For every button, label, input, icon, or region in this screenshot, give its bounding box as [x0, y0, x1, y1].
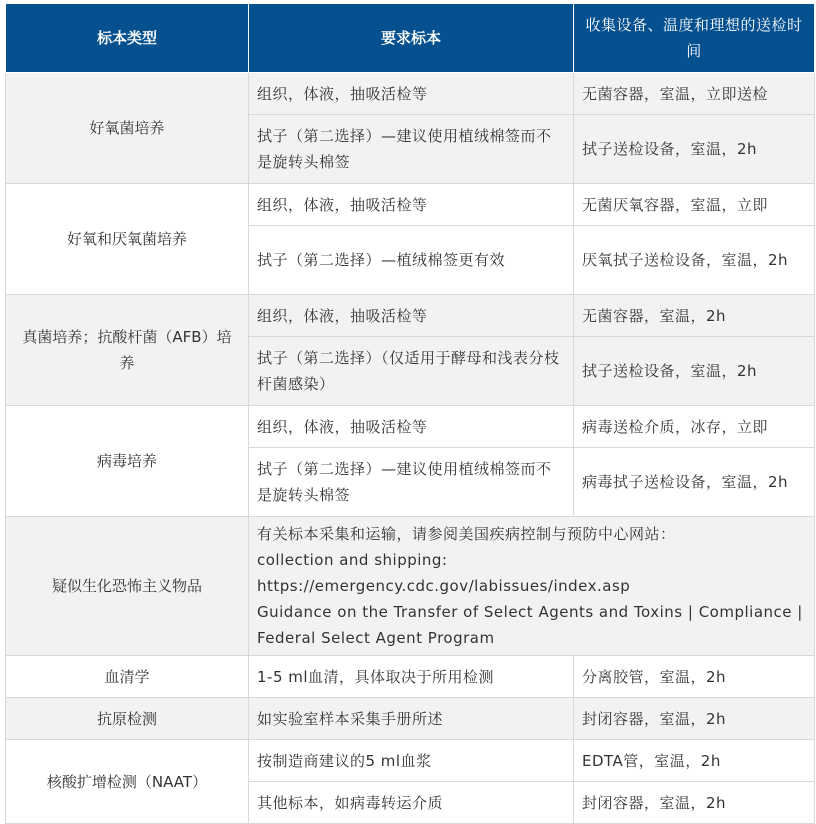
collection-conditions-cell: 无菌厌氧容器，室温，立即: [574, 184, 815, 226]
specimen-type-cell: 疑似生化恐怖主义物品: [6, 517, 249, 656]
collection-conditions-cell: 无菌容器，室温，2h: [574, 295, 815, 337]
collection-conditions-cell: 病毒拭子送检设备，室温，2h: [574, 448, 815, 517]
required-specimen-cell: 按制造商建议的5 ml血浆: [249, 740, 574, 782]
collection-conditions-cell: EDTA管，室温，2h: [574, 740, 815, 782]
collection-conditions-cell: 拭子送检设备，室温，2h: [574, 337, 815, 406]
table-row: [6, 656, 815, 698]
table-row: [6, 698, 815, 740]
bioterror-collection-link: collection and shipping: https://emergency.cdc.gov/labissues/index.asp: [257, 551, 631, 595]
table-row: [6, 740, 815, 782]
required-specimen-cell: 组织，体液，抽吸活检等: [249, 295, 574, 337]
specimen-type-cell: 病毒培养: [6, 406, 249, 517]
required-specimen-cell: 组织，体液，抽吸活检等: [249, 184, 574, 226]
table-row: [6, 73, 815, 115]
specimen-type-cell: 抗原检测: [6, 698, 249, 740]
header-required-specimen: 要求标本: [249, 4, 574, 73]
specimen-type-cell: 真菌培养；抗酸杆菌（AFB）培养: [6, 295, 249, 406]
specimen-type-cell: 好氧菌培养: [6, 73, 249, 184]
bioterror-intro-text: 有关标本采集和运输，请参阅美国疾病控制与预防中心网站：: [257, 525, 676, 543]
required-specimen-cell: 拭子（第二选择）—建议使用植绒棉签而不是旋转头棉签: [249, 448, 574, 517]
table-row: [6, 406, 815, 448]
required-specimen-cell: 其他标本，如病毒转运介质: [249, 782, 574, 824]
table-row: [6, 295, 815, 337]
table-row: [6, 517, 815, 656]
specimen-type-cell: 血清学: [6, 656, 249, 698]
header-collection-conditions: 收集设备、温度和理想的送检时间: [574, 4, 815, 73]
required-specimen-cell: 拭子（第二选择）（仅适用于酵母和浅表分枝杆菌感染）: [249, 337, 574, 406]
collection-conditions-cell: 病毒送检介质，冰存，立即: [574, 406, 815, 448]
collection-conditions-cell: 拭子送检设备，室温，2h: [574, 115, 815, 184]
required-specimen-cell: 组织，体液，抽吸活检等: [249, 73, 574, 115]
collection-conditions-cell: 无菌容器，室温，立即送检: [574, 73, 815, 115]
required-specimen-cell: 1-5 ml血清，具体取决于所用检测: [249, 656, 574, 698]
table-row: [6, 184, 815, 226]
required-specimen-cell: 拭子（第二选择）—植绒棉签更有效: [249, 226, 574, 295]
specimen-type-cell: 好氧和厌氧菌培养: [6, 184, 249, 295]
collection-conditions-cell: 封闭容器，室温，2h: [574, 698, 815, 740]
specimen-table: [5, 3, 815, 824]
header-specimen-type: 标本类型: [6, 4, 249, 73]
required-specimen-cell: 拭子（第二选择）—建议使用植绒棉签而不是旋转头棉签: [249, 115, 574, 184]
required-specimen-cell: 组织，体液，抽吸活检等: [249, 406, 574, 448]
bioterror-info-cell: [249, 517, 815, 656]
collection-conditions-cell: 分离胶管，室温，2h: [574, 656, 815, 698]
collection-conditions-cell: 封闭容器，室温，2h: [574, 782, 815, 824]
collection-conditions-cell: 厌氧拭子送检设备，室温，2h: [574, 226, 815, 295]
header-row: [6, 4, 815, 73]
specimen-type-cell: 核酸扩增检测（NAAT）: [6, 740, 249, 824]
bioterror-guidance-text: Guidance on the Transfer of Select Agents and Toxins | Compliance | Federal Select Agent Program: [257, 603, 803, 647]
required-specimen-cell: 如实验室样本采集手册所述: [249, 698, 574, 740]
